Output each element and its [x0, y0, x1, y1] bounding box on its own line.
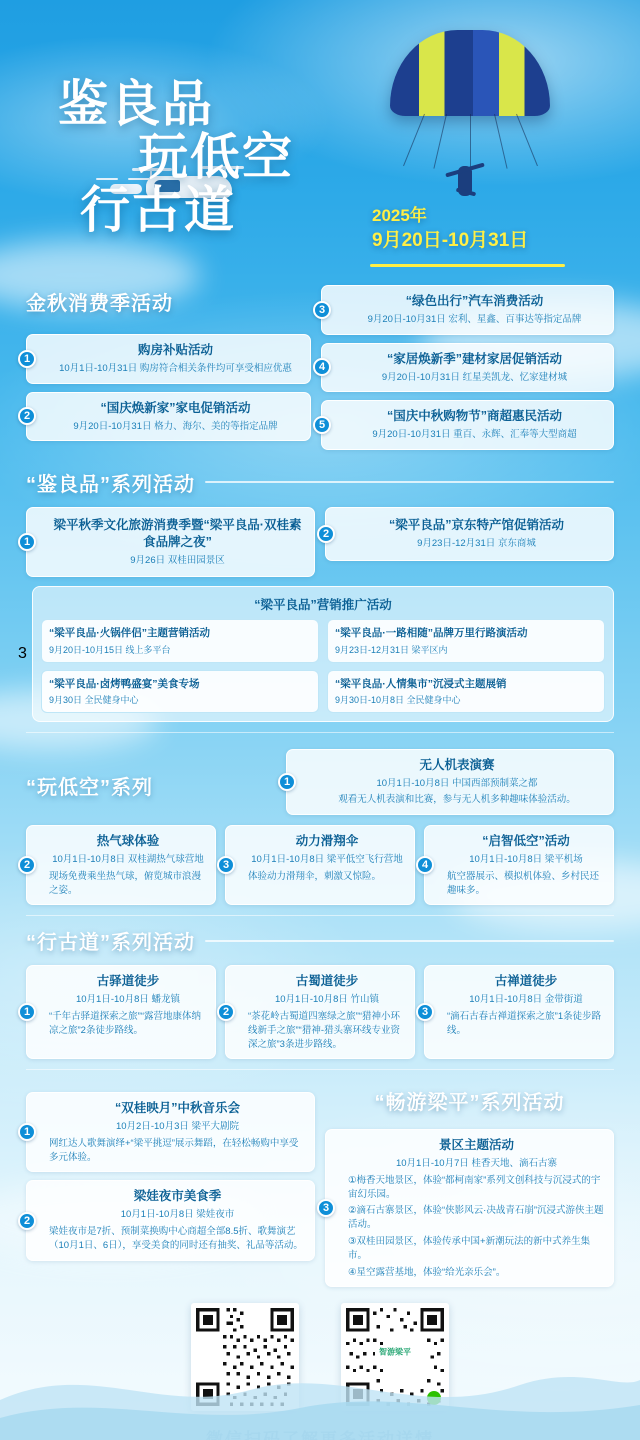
parachute-lines [424, 114, 516, 170]
activity-card[interactable] [23, 1180, 315, 1260]
section-finale [0, 1080, 640, 1287]
panel-title: “梁平良品”营销推广活动 [254, 598, 392, 613]
activity-card[interactable] [23, 507, 315, 578]
activity-card[interactable] [421, 825, 614, 905]
hills-decor [0, 1320, 640, 1440]
section-title-autumn: 金秋消费季活动 [26, 293, 173, 315]
activity-card[interactable] [327, 670, 605, 713]
activity-detail: 10月1日-10月8日 竹山镇 [274, 994, 379, 1006]
activity-detail: 10月1日-10月8日 双桂湖热气球营地 [52, 854, 204, 866]
activity-description: ①梅香天地景区，体验“都柯南家”系列文创科技与沉浸式的宇宙幻乐园。 [348, 1174, 601, 1200]
activity-card[interactable] [23, 392, 311, 442]
page-title [58, 75, 294, 239]
activity-title: “梁平良品·人情集市”沉浸式主题展销 [335, 677, 507, 690]
section-title-ancient-road: “行古道”系列活动 [26, 932, 195, 955]
item-number: 1 [18, 1003, 36, 1021]
item-number: 2 [18, 407, 36, 425]
activity-description: 观看无人机表演和比赛，参与无人机多种趣味体验活动。 [338, 794, 576, 806]
activity-description: ③双桂田园景区，体验传承中国+新潮玩法的新中式养生集市。 [348, 1236, 591, 1261]
section-low-altitude [0, 743, 640, 906]
activity-description: 现场免费乘坐热气球，俯览城市浪漫之姿。 [49, 870, 202, 896]
item-number: 5 [313, 416, 331, 434]
activity-description: ②滴石古寨景区，体验“侠影风云·决战青石崩”沉浸式游侠主题活动。 [348, 1205, 604, 1231]
activity-detail: 9月23日-12月31日 京东商城 [417, 537, 536, 549]
activity-card[interactable] [322, 1129, 614, 1287]
activity-title: “梁平良品”京东特产馆促销活动 [388, 517, 564, 532]
activity-card[interactable] [23, 1092, 315, 1172]
title-line-2: 玩低空 [138, 128, 294, 186]
activity-card[interactable] [222, 965, 415, 1059]
section-jianliangpin [0, 468, 640, 722]
activity-detail: 10月1日-10月8日 梁平低空飞行营地 [251, 854, 403, 866]
item-number: 2 [18, 1212, 36, 1230]
activity-card[interactable] [23, 334, 311, 384]
activity-card[interactable] [322, 507, 614, 561]
activity-detail: 9月30日-10月8日 全民健身中心 [335, 694, 461, 705]
activity-description: 航空器展示、模拟机体验、乡村民还趣味多。 [447, 870, 600, 896]
activity-description: “千年古驿道探索之旅”“露营地康体纳凉之旅”2条徒步路线。 [49, 1011, 201, 1036]
parachute-illustration [390, 30, 550, 200]
activity-detail: 9月20日-10月31日 重百、永辉、汇奉等大型商超 [372, 429, 577, 441]
activity-title: “国庆焕新家”家电促销活动 [100, 400, 251, 415]
event-dates: 9月20日-10月31日 [372, 229, 529, 251]
activity-detail: 9月23日-12月31日 梁平区内 [335, 644, 448, 655]
activity-card[interactable] [41, 670, 319, 713]
item-number: 4 [313, 358, 331, 376]
activity-card[interactable] [318, 343, 614, 393]
section-title-jianliangpin: “鉴良品”系列活动 [26, 473, 195, 496]
section-ancient-road [0, 926, 640, 1059]
item-number: 1 [18, 350, 36, 368]
marketing-panel [18, 586, 614, 721]
date-underline [370, 264, 565, 267]
activity-title: “启智低空”活动 [482, 834, 570, 849]
activity-detail: 9月20日-10月15日 线上多平台 [49, 644, 171, 655]
activity-title: “梁平良品·卤烤鸭盛宴”美食专场 [49, 677, 200, 690]
activity-detail: 10月1日-10月31日 购房符合相关条件均可享受相应优惠 [59, 362, 292, 374]
activity-card[interactable] [318, 285, 614, 335]
item-number: 4 [416, 856, 434, 874]
title-line-3: 行古道 [80, 181, 236, 239]
activity-detail: 10月1日-10月8日 蟠龙镇 [75, 994, 180, 1006]
section-title-low-altitude: “玩低空”系列 [26, 776, 153, 799]
activity-title: 热气球体验 [96, 834, 160, 849]
activity-title: 景区主题活动 [438, 1138, 514, 1153]
hero-banner [0, 0, 640, 285]
item-number: 2 [317, 525, 335, 543]
section-divider [26, 1069, 614, 1070]
activity-title: 动力滑翔伞 [295, 834, 359, 849]
activity-title: 梁平秋季文化旅游消费季暨“梁平良品·双桂素食品牌之夜” [53, 517, 302, 549]
activity-title: “梁平良品·火锅伴侣”主题营销活动 [49, 627, 210, 640]
activity-description: “滴石古春古禅道探索之旅”1条徒步路线。 [447, 1011, 602, 1036]
activity-detail: 10月2日-10月3日 梁平大剧院 [115, 1121, 239, 1133]
activity-card[interactable] [318, 400, 614, 450]
activity-card[interactable] [327, 619, 605, 662]
item-number: 2 [217, 1003, 235, 1021]
activity-detail: 9月20日-10月31日 宏利、星鑫、百事达等指定品牌 [367, 313, 582, 325]
activity-description: ④星空露营基地，体验“给光亲乐会”。 [348, 1266, 506, 1278]
activity-detail: 9月20日-10月31日 红星美凯龙、忆家建材城 [381, 371, 568, 383]
event-year: 2025年 [372, 206, 427, 225]
section-rule [205, 481, 614, 483]
section-autumn-consumption [0, 285, 640, 450]
activity-title: “国庆中秋购物节”商超惠民活动 [386, 409, 562, 424]
item-number: 3 [313, 301, 331, 319]
item-number: 3 [217, 856, 235, 874]
item-number: 3 [18, 645, 27, 663]
section-title-tour-liangping: “畅游梁平”系列活动 [374, 1092, 565, 1115]
activity-detail: 10月1日-10月8日 金带街道 [469, 994, 583, 1006]
activity-description: 梁娃夜市是7折、预制菜换购中心商超全部8.5折、歌舞演艺（10月1日、6日），享受美食的同时还有抽奖、礼品等活动。 [49, 1226, 303, 1251]
activity-card[interactable] [283, 749, 614, 815]
item-number: 3 [317, 1199, 335, 1217]
section-rule [205, 940, 614, 942]
event-date-range [372, 205, 528, 254]
activity-title: 无人机表演赛 [419, 757, 495, 772]
activity-card[interactable] [23, 965, 216, 1059]
item-number: 1 [278, 773, 296, 791]
activity-description: 体验动力滑翔伞，刺激又惊险。 [248, 870, 382, 882]
activity-detail: 9月20日-10月31日 格力、海尔、美的等指定品牌 [73, 420, 278, 432]
activity-title: 购房补贴活动 [137, 343, 213, 357]
activity-title: “双桂映月”中秋音乐会 [114, 1101, 240, 1116]
item-number: 1 [18, 1123, 36, 1141]
activity-description: “茶花岭古蜀道四塞绿之旅”“猎神小环线新手之旅”“猎神-猎头寨环线专业资深之旅”3条进步路线。 [248, 1011, 400, 1050]
item-number: 1 [18, 533, 36, 551]
activity-title: “家居焕新季”建材家居促销活动 [386, 351, 562, 366]
activity-title: 古禅道徒步 [494, 974, 558, 989]
qr-center-logo: 智游梁平 [375, 1346, 415, 1361]
parachute-canopy [390, 30, 550, 116]
activity-detail: 9月30日 全民健身中心 [49, 694, 139, 705]
activity-card[interactable] [23, 825, 216, 905]
activity-card[interactable] [421, 965, 614, 1059]
activity-detail: 10月1日-10月7日 桂香天地、滴石古寨 [395, 1158, 557, 1170]
item-number: 2 [18, 856, 36, 874]
item-number: 3 [416, 1003, 434, 1021]
skydiver-figure [458, 166, 472, 196]
activity-title: “梁平良品·一路相随”品牌万里行路演活动 [335, 627, 528, 640]
activity-detail: 9月26日 双桂田园景区 [130, 554, 225, 566]
activity-title: “绿色出行”汽车消费活动 [405, 294, 544, 308]
activity-title: 古驿道徒步 [96, 974, 160, 989]
activity-card[interactable] [41, 619, 319, 662]
activity-detail: 10月1日-10月8日 梁平机场 [469, 854, 583, 866]
title-line-1: 鉴良品 [58, 75, 214, 133]
activity-title: 梁娃夜市美食季 [133, 1189, 222, 1204]
activity-card[interactable] [222, 825, 415, 905]
activity-description: 网红达人歌舞演绎+“梁平挑逗”展示舞蹈，在轻松畅购中享受多元体验。 [49, 1137, 299, 1163]
activity-detail: 10月1日-10月8日 中国西部预制菜之都 [376, 777, 538, 789]
activity-detail: 10月1日-10月8日 梁娃夜市 [120, 1209, 235, 1221]
activity-title: 古蜀道徒步 [295, 974, 359, 989]
